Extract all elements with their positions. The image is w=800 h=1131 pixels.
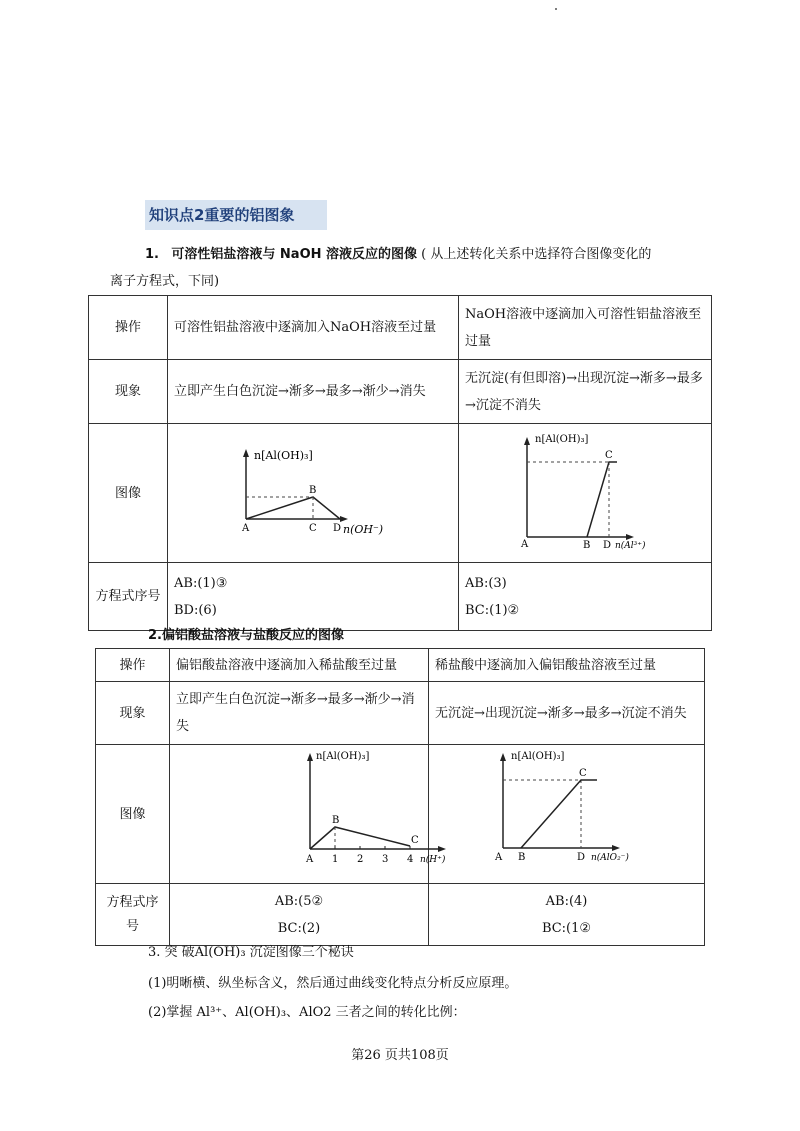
table-row-phenomenon xyxy=(89,360,712,424)
graph-3-point-a: A xyxy=(306,854,314,865)
table-aluminate-hcl xyxy=(95,648,705,946)
graph-1-point-d: D xyxy=(333,523,342,534)
graph-1-xlabel: n(OH⁻) xyxy=(343,523,384,536)
cell-operation-left: 偏铝酸盐溶液中逐滴加入稀盐酸至过量 xyxy=(170,649,429,682)
table-row-image xyxy=(96,745,705,884)
graph-4-point-a: A xyxy=(495,852,503,863)
table-row-phenomenon xyxy=(96,682,705,745)
graph-2-point-d: D xyxy=(603,540,612,551)
cell-equation-left xyxy=(170,884,429,946)
graph-3-tick-label: 1 xyxy=(332,854,339,865)
cell-equation-right xyxy=(459,563,712,631)
graph-3-tick-label: 4 xyxy=(407,854,414,865)
subsection-1-title xyxy=(145,243,651,262)
equation-left-2: BD:(6) xyxy=(174,602,217,618)
cell-phenomenon-left: 立即产生白色沉淀→渐多→最多→渐少→消失 xyxy=(170,682,429,745)
graph-4-point-c: C xyxy=(579,768,587,779)
cell-label-phenomenon: 现象 xyxy=(89,360,168,424)
cell-label-image: 图像 xyxy=(89,424,168,563)
graph-3-point-b: B xyxy=(332,815,340,826)
graph-3-point-c: C xyxy=(411,835,419,846)
graph-2-point-c: C xyxy=(605,450,613,461)
cell-equation-right xyxy=(429,884,705,946)
graph-2-point-a: A xyxy=(521,539,529,550)
cell-phenomenon-right: 无沉淀→出现沉淀→渐多→最多→沉淀不消失 xyxy=(429,682,705,745)
table-row-image xyxy=(89,424,712,563)
cell-label-equation: 方程式序号 xyxy=(89,563,168,631)
equation-right-2: BC:(1)② xyxy=(465,602,520,618)
cell-operation-right: 稀盐酸中逐滴加入偏铝酸盐溶液至过量 xyxy=(429,649,705,682)
speck xyxy=(555,8,557,10)
graph-2 xyxy=(459,424,712,552)
equation-left-2: BC:(2) xyxy=(277,920,321,936)
graph-4-xlabel: n(AlO₂⁻) xyxy=(591,853,629,863)
graph-3-curve xyxy=(310,827,410,849)
cell-label-operation: 操作 xyxy=(89,296,168,360)
cell-operation-left: 可溶性铝盐溶液中逐滴加入NaOH溶液至过量 xyxy=(168,296,459,360)
page-footer: 第26 页共108页 xyxy=(351,1048,449,1063)
table-row-operation xyxy=(96,649,705,682)
table-row-equation xyxy=(96,884,705,946)
cell-label-operation: 操作 xyxy=(96,649,170,682)
cell-operation-right: NaOH溶液中逐滴加入可溶性铝盐溶液至过量 xyxy=(459,296,712,360)
cell-equation-left xyxy=(168,563,459,631)
equation-left-1: AB:(5② xyxy=(274,893,324,909)
graph-1-ylabel: n[Al(OH)₃] xyxy=(254,449,313,462)
graph-3-y-arrow xyxy=(307,753,313,761)
table-row-equation xyxy=(89,563,712,631)
cell-phenomenon-left: 立即产生白色沉淀→渐多→最多→渐少→消失 xyxy=(168,360,459,424)
cell-label-phenomenon: 现象 xyxy=(96,682,170,745)
graph-4-point-b: B xyxy=(518,852,526,863)
graph-4 xyxy=(429,745,705,873)
equation-left-1: AB:(1)③ xyxy=(174,575,228,591)
graph-3-tick-label: 2 xyxy=(357,854,364,865)
subsection-2-title: 2.偏铝酸盐溶液与盐酸反应的图像 xyxy=(148,628,344,643)
graph-2-ylabel: n[Al(OH)₃] xyxy=(535,434,589,445)
table-aluminum-salt-naoh xyxy=(88,295,712,631)
tips-item-1: (1)明晰横、纵坐标含义，然后通过曲线变化特点分析反应原理。 xyxy=(148,976,518,991)
subsection-1-text: 可溶性铝盐溶液与 NaOH 溶液反应的图像 xyxy=(171,247,418,262)
graph-3 xyxy=(170,745,446,873)
tips-item-2: (2)掌握 Al³⁺、Al(OH)₃、AlO2 三者之间的转化比例： xyxy=(148,1005,466,1020)
cell-graph-1 xyxy=(168,424,459,563)
graph-2-xlabel: n(Al³⁺) xyxy=(615,541,646,551)
graph-4-ylabel: n[Al(OH)₃] xyxy=(511,751,565,762)
cell-graph-3 xyxy=(170,745,446,884)
cell-label-image: 图像 xyxy=(96,745,170,884)
graph-2-point-b: B xyxy=(583,540,591,551)
cell-graph-4 xyxy=(429,745,705,884)
tips-title: 3. 突 破Al(OH)₃ 沉淀图像三个秘诀 xyxy=(148,945,354,960)
equation-right-2: BC:(1② xyxy=(541,920,592,936)
cell-phenomenon-right: 无沉淀(有但即溶)→出现沉淀→渐多→最多→沉淀不消失 xyxy=(459,360,712,424)
graph-1-point-c: C xyxy=(309,523,317,534)
graph-3-xlabel: n(H⁺) xyxy=(420,855,446,865)
cell-graph-2 xyxy=(459,424,712,563)
graph-1-point-b: B xyxy=(309,485,317,496)
graph-3-ylabel: n[Al(OH)₃] xyxy=(316,751,370,762)
graph-3-tick-label: 3 xyxy=(382,854,389,865)
cell-label-equation: 方程式序号 xyxy=(96,884,170,946)
subsection-1-number: 1. xyxy=(145,247,159,262)
graph-4-point-d: D xyxy=(577,852,586,863)
graph-1-point-a: A xyxy=(242,523,250,534)
equation-right-1: AB:(4) xyxy=(545,893,588,909)
graph-3-overlay xyxy=(170,0,171,1)
subsection-1-note-cont: 离子方程式，下同) xyxy=(110,274,220,289)
subsection-1-note: ( 从上述转化关系中选择符合图像变化的 xyxy=(421,247,652,262)
graph-1 xyxy=(168,424,459,552)
section-heading: 知识点2重要的铝图象 xyxy=(145,200,327,230)
table-row-operation xyxy=(89,296,712,360)
equation-right-1: AB:(3) xyxy=(465,575,507,591)
